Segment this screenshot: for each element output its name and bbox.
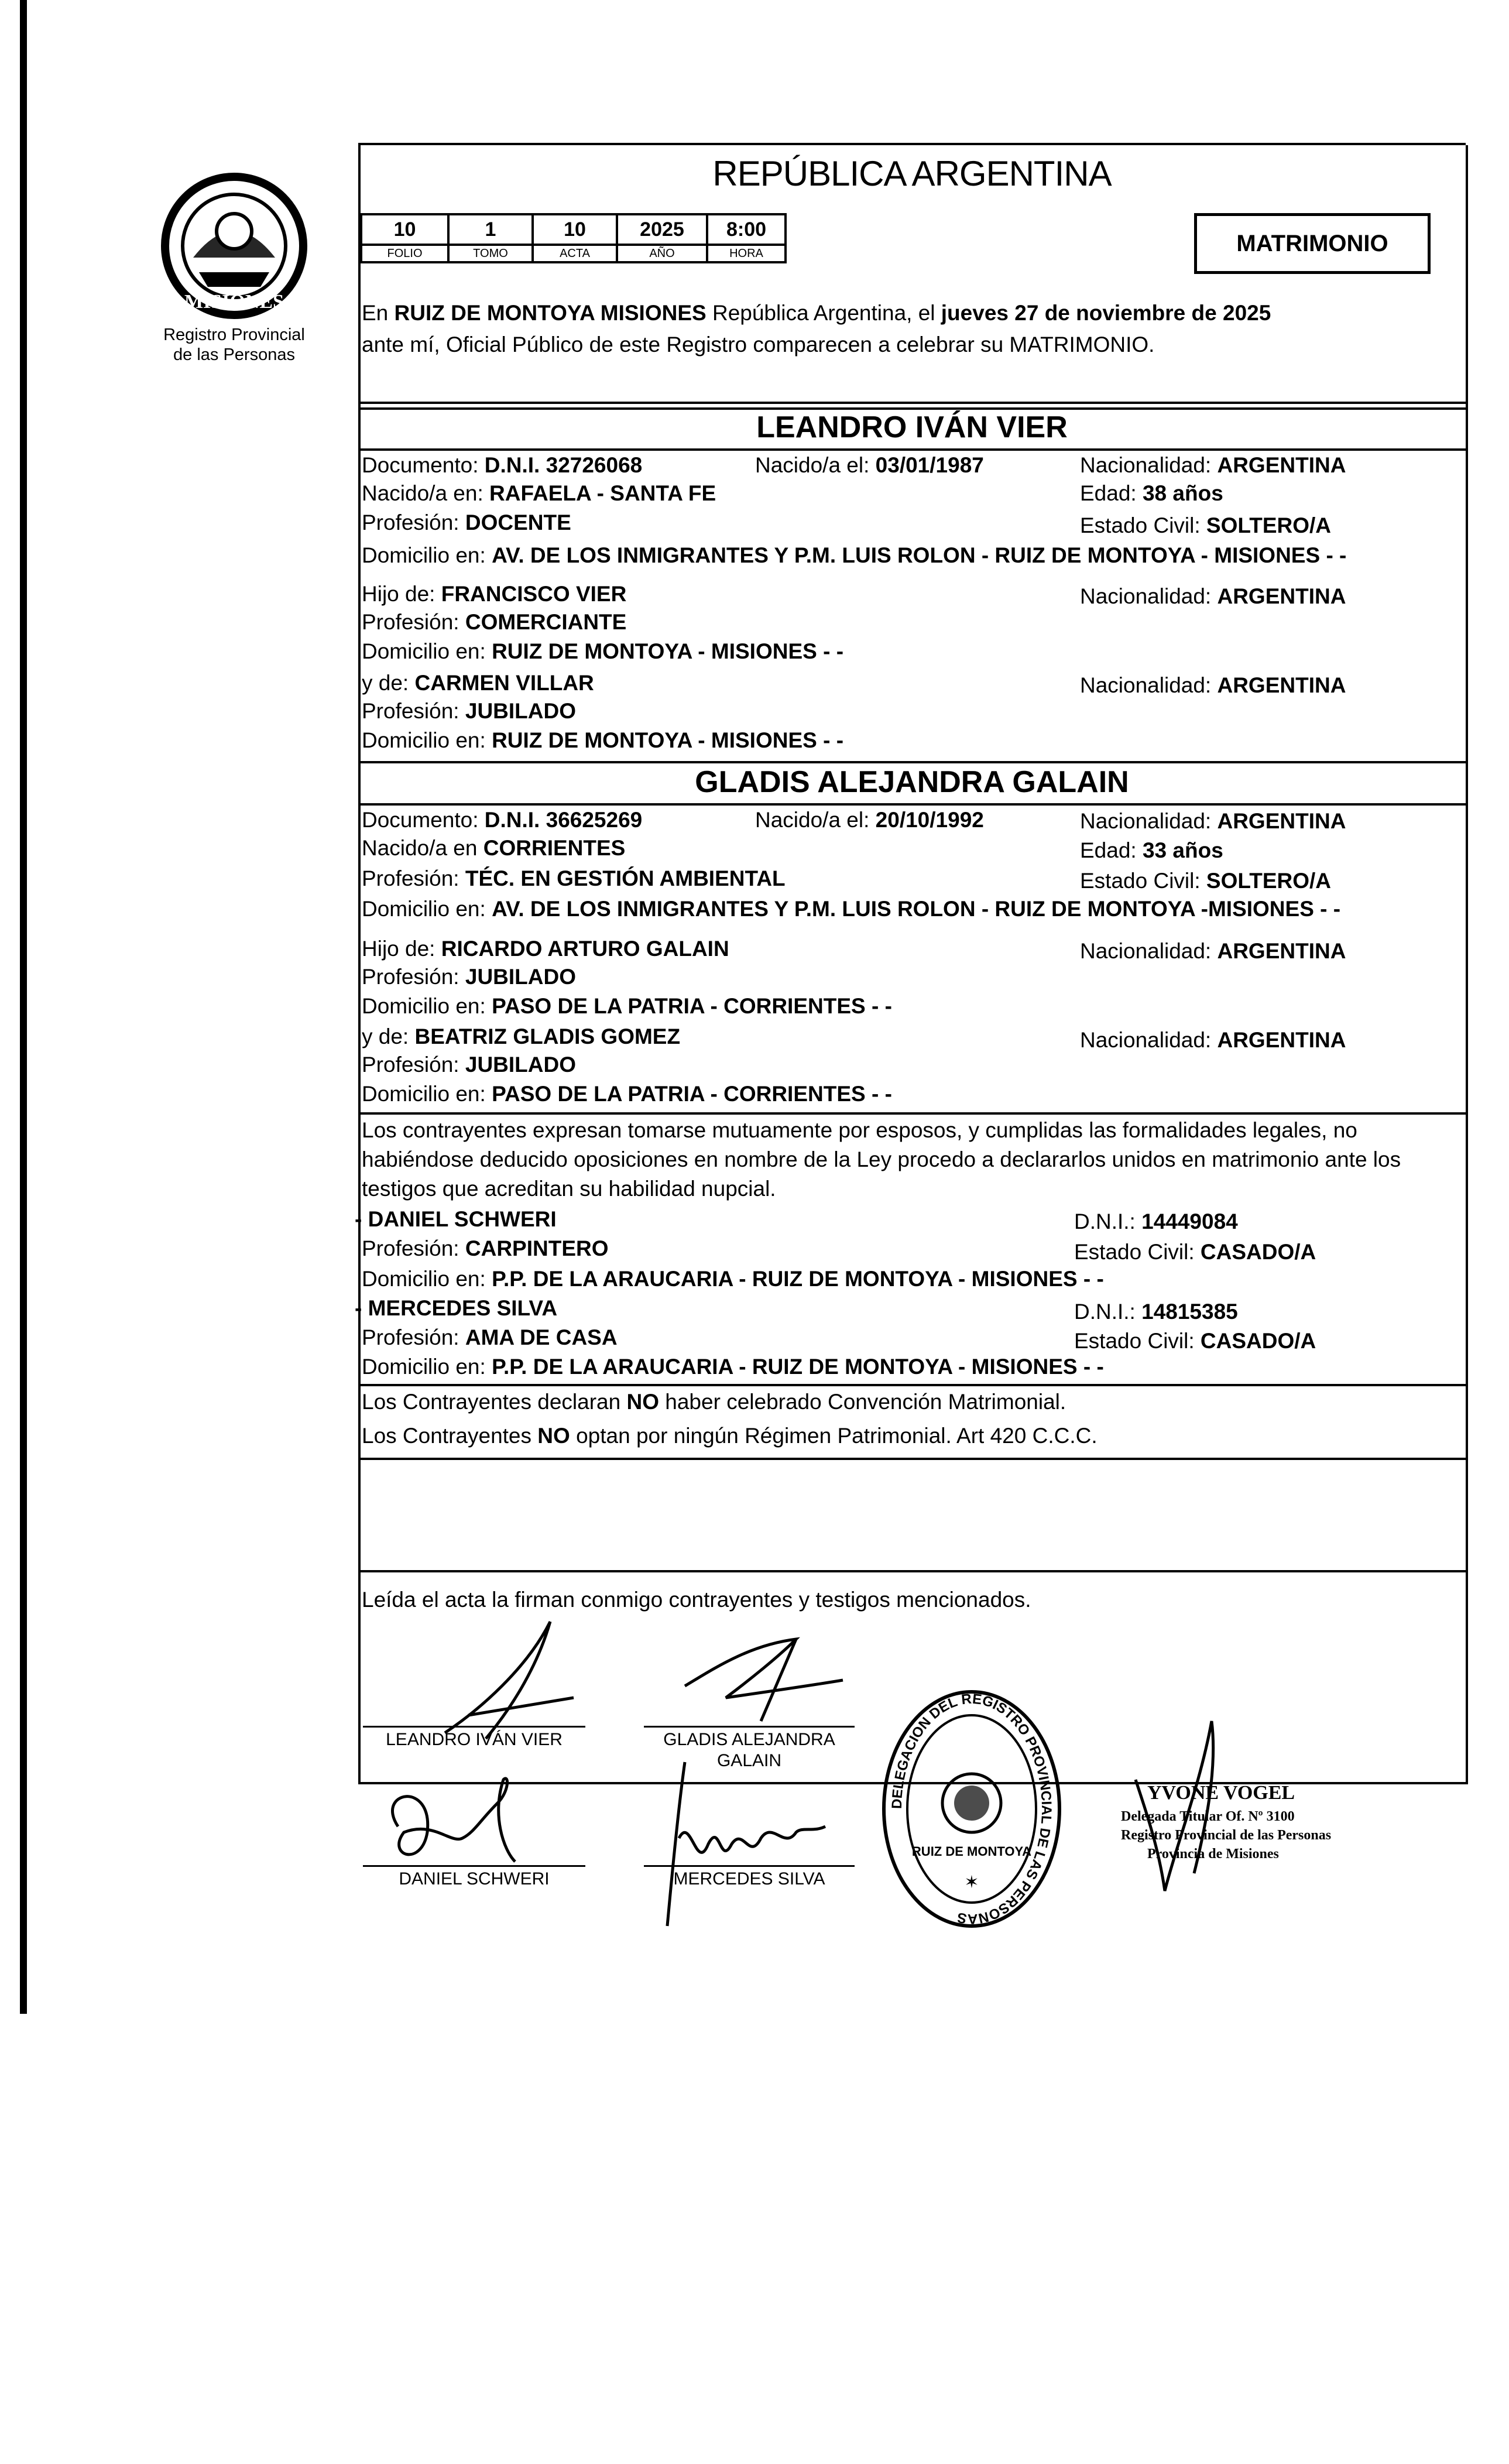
value: P.P. DE LA ARAUCARIA - RUIZ DE MONTOYA - MISIONES - - [492,1355,1104,1379]
value: AV. DE LOS INMIGRANTES Y P.M. LUIS ROLON - RUIZ DE MONTOYA - MISIONES - - [492,543,1347,567]
label: Estado Civil: [1080,869,1206,893]
label: Nacido/a en [362,836,483,860]
intro-prefix: En [362,301,395,325]
patrimonial-line1 [362,1389,1066,1416]
groom-name-heading: LEANDRO IVÁN VIER [756,410,1068,444]
label: Hijo de: [362,582,441,606]
value: JUBILADO [465,699,576,723]
label: Edad: [1080,481,1143,505]
emphasis: NO [537,1424,570,1448]
seal-center-text: RUIZ DE MONTOYA [911,1844,1032,1859]
groom-father-prof [362,609,626,636]
registry-caption-line1: Registro Provincial [163,325,305,344]
bride-birthplace [362,835,625,862]
witness2-name [355,1295,557,1322]
value: P.P. DE LA ARAUCARIA - RUIZ DE MONTOYA - MISIONES - - [492,1267,1104,1291]
value: 03/01/1987 [875,453,984,477]
acta-value: 10 [533,214,617,245]
groom-sig-line [363,1726,585,1728]
value: ARGENTINA [1217,453,1346,477]
divider-bride-name [358,803,1466,806]
text: Los Contrayentes [362,1424,538,1448]
witness1-signature-icon [363,1768,574,1879]
label: Nacido/a en: [362,481,490,505]
bride-civil [1080,868,1331,895]
value: BEATRIZ GLADIS GOMEZ [414,1024,681,1048]
value: DOCENTE [465,510,571,534]
record-fields-table [360,213,787,263]
seal-ring-text: DELEGACION DEL REGISTRO PROVINCIAL DE LAS PERSONAS [889,1691,1055,1927]
label: Nacionalidad: [1080,809,1218,833]
label: Nacionalidad: [1080,1028,1218,1052]
label: Domicilio en: [362,897,492,921]
label: Nacido/a el: [755,808,876,832]
witness2-sig-label: MERCEDES SILVA [673,1869,825,1889]
groom-mother-prof [362,698,576,725]
groom-father-nat [1080,583,1346,610]
bride-father-nat [1080,938,1346,965]
value: ARGENTINA [1217,809,1346,833]
label: Nacionalidad: [1080,673,1218,697]
label: Nacionalidad: [1080,939,1218,963]
groom-mother-addr [362,727,843,754]
groom-addr [362,542,1346,569]
folio-value: 10 [361,214,448,245]
intro-place: RUIZ DE MONTOYA MISIONES [394,301,707,325]
value: AV. DE LOS INMIGRANTES Y P.M. LUIS ROLON - RUIZ DE MONTOYA -MISIONES - - [492,897,1341,921]
groom-father [362,581,626,608]
value: D.N.I. 32726068 [484,453,643,477]
label: D.N.I.: [1074,1300,1142,1324]
witness1-dni [1074,1208,1238,1235]
acta-label: ACTA [533,245,617,262]
text: optan por ningún Régimen Patrimonial. Art 420 C.C.C. [570,1424,1098,1448]
intro-line1 [362,297,1462,329]
value: 33 años [1142,838,1223,862]
anio-value: 2025 [617,214,707,245]
label: Domicilio en: [362,994,492,1018]
registry-caption [135,325,334,365]
witness2-addr [362,1353,1104,1380]
value: FRANCISCO VIER [441,582,627,606]
hora-value: 8:00 [707,214,786,245]
label: Edad: [1080,838,1143,862]
text: haber celebrado Convención Matrimonial. [659,1390,1066,1414]
witness2-sig-line [644,1865,855,1867]
witness1-civil [1074,1239,1316,1266]
bride-addr [362,896,1340,923]
emphasis: NO [626,1390,659,1414]
label: Domicilio en: [362,1082,492,1106]
witness2-signature-icon [650,1756,849,1932]
bride-sig-label-2: GALAIN [716,1751,782,1770]
divider-top [358,143,1466,145]
value: RUIZ DE MONTOYA - MISIONES - - [492,639,844,663]
bride-father-addr [362,993,892,1020]
label: Estado Civil: [1074,1240,1201,1264]
label: Profesión: [362,610,465,634]
groom-mother-nat [1080,672,1346,699]
groom-signature-icon [410,1616,620,1745]
folio-label: FOLIO [361,245,448,262]
divider-bride-end [358,1112,1466,1115]
bride-signature-icon [679,1633,855,1727]
value: ARGENTINA [1217,1028,1346,1052]
official-line2: Registro Provincial de las Personas [1121,1828,1332,1843]
groom-birthplace [362,480,716,507]
bride-age [1080,837,1223,864]
value: - MERCEDES SILVA [355,1296,558,1320]
label: Profesión: [362,866,465,890]
label: Documento: [362,808,485,832]
value: 14449084 [1141,1209,1238,1233]
label: Estado Civil: [1080,513,1206,537]
groom-prof [362,509,571,536]
value: CASADO/A [1200,1240,1316,1264]
groom-nat [1080,452,1346,479]
bride-father-prof [362,964,576,991]
label: Nacionalidad: [1080,584,1218,608]
label: Profesión: [362,1053,465,1077]
witness2-civil [1074,1328,1316,1355]
label: Profesión: [362,699,465,723]
label: Estado Civil: [1074,1329,1201,1353]
bride-prof [362,865,786,892]
label: Domicilio en: [362,543,492,567]
witness2-prof [362,1324,618,1351]
intro-country: República Argentina, el [706,301,941,325]
value: TÉC. EN GESTIÓN AMBIENTAL [465,866,786,890]
label: y de: [362,1024,415,1048]
divider-groom-end [358,761,1466,763]
value: AMA DE CASA [465,1325,618,1349]
hora-label: HORA [707,245,786,262]
bride-born [755,807,984,834]
act-type-box: MATRIMONIO [1194,213,1431,274]
value: SOLTERO/A [1206,869,1332,893]
bride-sig-line [644,1726,855,1728]
divider-intro [358,402,1466,404]
value: ARGENTINA [1217,673,1346,697]
groom-mother [362,670,594,697]
label: Domicilio en: [362,1355,492,1379]
bride-doc [362,807,642,834]
value: COMERCIANTE [465,610,627,634]
registry-seal-icon [878,1686,1065,1932]
declaration-text: Los contrayentes expresan tomarse mutuamente por esposos, y cumplidas las formalidades legales, no habiéndose deducido oposiciones en nombre de la Ley procedo a declararlos unidos en matrimonio ante los testigos que acreditan su habilidad nupcial. [362,1118,1401,1201]
label: Domicilio en: [362,728,492,752]
value: CORRIENTES [483,836,626,860]
value: CARPINTERO [465,1236,609,1260]
label: Domicilio en: [362,639,492,663]
witness1-sig-line [363,1865,585,1867]
label: y de: [362,671,415,695]
text: Los Contrayentes declaran [362,1390,627,1414]
groom-father-addr [362,638,843,665]
bride-father [362,935,729,962]
official-line3: Provincia de Misiones [1147,1846,1279,1862]
value: RAFAELA - SANTA FE [489,481,716,505]
value: - DANIEL SCHWERI [355,1207,557,1231]
bride-mother-nat [1080,1027,1346,1054]
value: JUBILADO [465,1053,576,1077]
witness1-addr [362,1266,1104,1293]
value: CASADO/A [1200,1329,1316,1353]
official-name: YVONE VOGEL [1147,1782,1295,1804]
registry-logo-icon [158,170,310,322]
bride-mother-addr [362,1081,892,1108]
bride-mother [362,1023,680,1050]
witness1-prof [362,1235,609,1262]
value: RICARDO ARTURO GALAIN [441,937,729,961]
official-line1: Delegada Titular Of. Nº 3100 [1121,1809,1295,1824]
label: Domicilio en: [362,1267,492,1291]
label: Documento: [362,453,485,477]
logo-text: MISIONES [184,291,284,313]
groom-sig-label: LEANDRO IVÁN VIER [386,1730,563,1749]
tomo-label: TOMO [448,245,533,262]
intro-date: jueves 27 de noviembre de 2025 [941,301,1271,325]
witness2-dni [1074,1298,1238,1325]
value: 14815385 [1141,1300,1238,1324]
value: ARGENTINA [1217,939,1346,963]
divider-witness-end [358,1384,1466,1386]
label: Profesión: [362,965,465,989]
value: JUBILADO [465,965,576,989]
bride-name-heading: GLADIS ALEJANDRA GALAIN [695,765,1129,799]
value: D.N.I. 36625269 [484,808,643,832]
seal-star: ✶ [964,1872,979,1893]
patrimonial-line2 [362,1423,1098,1449]
registry-caption-line2: de las Personas [173,345,295,364]
groom-doc [362,452,642,479]
divider-patrimonial-end [358,1458,1466,1460]
intro-line2: ante mí, Oficial Público de este Registro comparecen a celebrar su MATRIMONIO. [362,333,1155,357]
divider-blank-end [358,1570,1466,1572]
intro-text [362,297,1462,361]
bride-mother-prof [362,1051,576,1078]
label: Profesión: [362,510,465,534]
groom-civil [1080,512,1331,539]
value: CARMEN VILLAR [414,671,594,695]
label: Nacionalidad: [1080,453,1218,477]
label: Profesión: [362,1325,465,1349]
label: Nacido/a el: [755,453,876,477]
tomo-value: 1 [448,214,533,245]
country-title: REPÚBLICA ARGENTINA [712,154,1112,193]
closing-text: Leída el acta la firman conmigo contrayentes y testigos mencionados. [362,1588,1031,1612]
value: PASO DE LA PATRIA - CORRIENTES - - [492,1082,892,1106]
anio-label: AÑO [617,245,707,262]
bride-nat [1080,808,1346,835]
groom-born [755,452,984,479]
groom-age [1080,480,1223,507]
value: 38 años [1142,481,1223,505]
bride-sig-label-1: GLADIS ALEJANDRA [663,1730,835,1749]
label: Profesión: [362,1236,465,1260]
value: ARGENTINA [1217,584,1346,608]
label: D.N.I.: [1074,1209,1142,1233]
value: 20/10/1992 [875,808,984,832]
value: RUIZ DE MONTOYA - MISIONES - - [492,728,844,752]
witness1-name [355,1206,557,1233]
value: SOLTERO/A [1206,513,1332,537]
scan-edge-bar [20,0,27,2014]
value: PASO DE LA PATRIA - CORRIENTES - - [492,994,892,1018]
label: Hijo de: [362,937,441,961]
witness1-sig-label: DANIEL SCHWERI [399,1869,550,1889]
divider-groom-name [358,448,1466,451]
